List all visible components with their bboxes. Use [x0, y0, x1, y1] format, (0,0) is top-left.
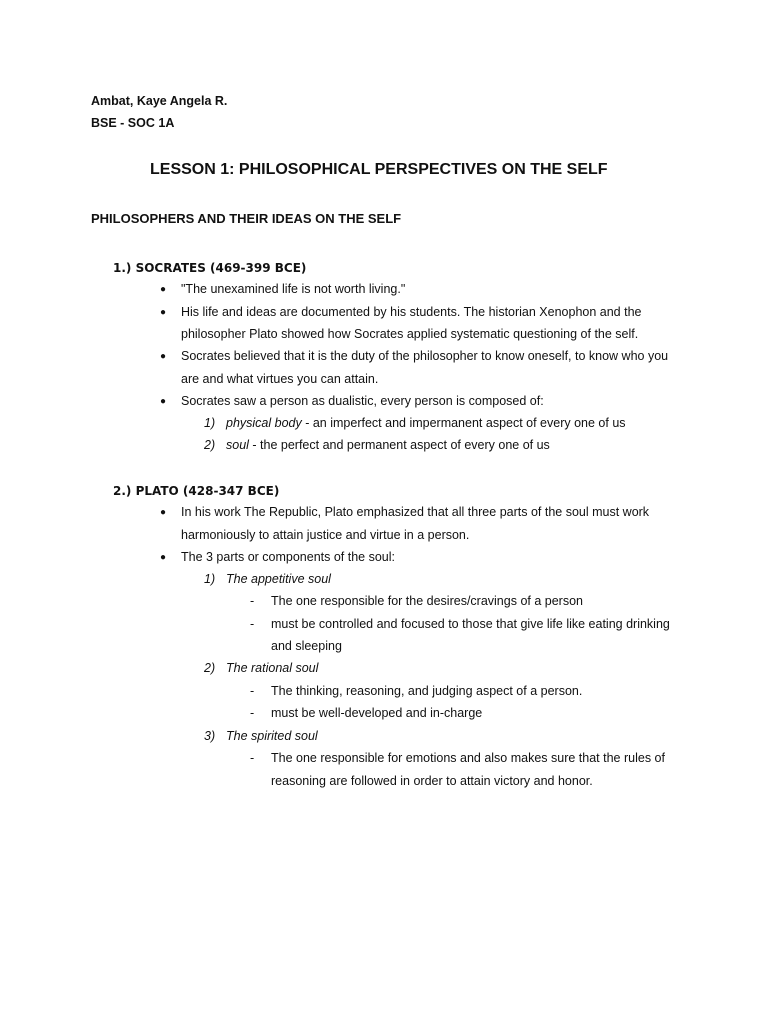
dash-item: The one responsible for emotions and also makes sure that the rules of	[271, 751, 665, 765]
list-number: 2)	[204, 661, 216, 675]
dash-item: The one responsible for the desires/cravings of a person	[271, 594, 583, 608]
dash-marker: -	[250, 617, 255, 631]
bullet-icon: ●	[160, 396, 167, 407]
section-subtitle: PHILOSOPHERS AND THEIR IDEAS ON THE SELF	[91, 211, 402, 226]
dash-item: The thinking, reasoning, and judging aspect of a person.	[271, 684, 583, 698]
dash-marker: -	[250, 706, 255, 720]
list-number: 1)	[204, 572, 216, 586]
lesson-title: LESSON 1: PHILOSOPHICAL PERSPECTIVES ON THE SELF	[150, 161, 608, 178]
bullet-icon: ●	[160, 284, 167, 295]
definition: - an imperfect and impermanent aspect of every one of us	[301, 416, 626, 430]
dash-item-continuation: and sleeping	[271, 639, 342, 653]
list-item-continuation: harmoniously to attain justice and virtue in a person.	[181, 528, 470, 542]
list-number: 1)	[204, 416, 216, 430]
soul-part-title: The spirited soul	[226, 729, 318, 743]
list-item: The 3 parts or components of the soul:	[181, 550, 396, 564]
list-item: "The unexamined life is not worth living."	[181, 282, 406, 296]
bullet-icon: ●	[160, 552, 167, 563]
list-item: Socrates saw a person as dualistic, every person is composed of:	[181, 394, 544, 408]
dash-marker: -	[250, 594, 255, 608]
dash-item: must be controlled and focused to those that give life like eating drinking	[271, 617, 670, 631]
bullet-icon: ●	[160, 507, 167, 518]
student-name: Ambat, Kaye Angela R.	[91, 94, 228, 108]
list-item: Socrates believed that it is the duty of the philosopher to know oneself, to know who you	[181, 349, 669, 363]
list-number: 3)	[204, 729, 216, 743]
soul-part-title: The appetitive soul	[226, 572, 331, 586]
term: soul	[226, 438, 249, 452]
numbered-item	[226, 415, 626, 431]
dash-marker: -	[250, 684, 255, 698]
list-item-continuation: are and what virtues you can attain.	[181, 372, 379, 386]
dash-item-continuation: reasoning are followed in order to attain victory and honor.	[271, 774, 593, 788]
class-section: BSE - SOC 1A	[91, 116, 175, 130]
numbered-item	[226, 437, 550, 453]
definition: - the perfect and permanent aspect of every one of us	[248, 438, 550, 452]
plato-heading: 2.) PLATO (428-347 BCE)	[113, 484, 280, 498]
list-number: 2)	[204, 438, 216, 452]
bullet-icon: ●	[160, 307, 167, 318]
dash-marker: -	[250, 751, 255, 765]
dash-item: must be well-developed and in-charge	[271, 706, 483, 720]
term: physical body	[226, 416, 302, 430]
list-item: In his work The Republic, Plato emphasized that all three parts of the soul must work	[181, 505, 650, 519]
soul-part-title: The rational soul	[226, 661, 319, 675]
list-item-continuation: philosopher Plato showed how Socrates applied systematic questioning of the self.	[181, 327, 639, 341]
list-item: His life and ideas are documented by his students. The historian Xenophon and the	[181, 305, 642, 319]
socrates-heading: 1.) SOCRATES (469-399 BCE)	[113, 261, 307, 275]
bullet-icon: ●	[160, 351, 167, 362]
